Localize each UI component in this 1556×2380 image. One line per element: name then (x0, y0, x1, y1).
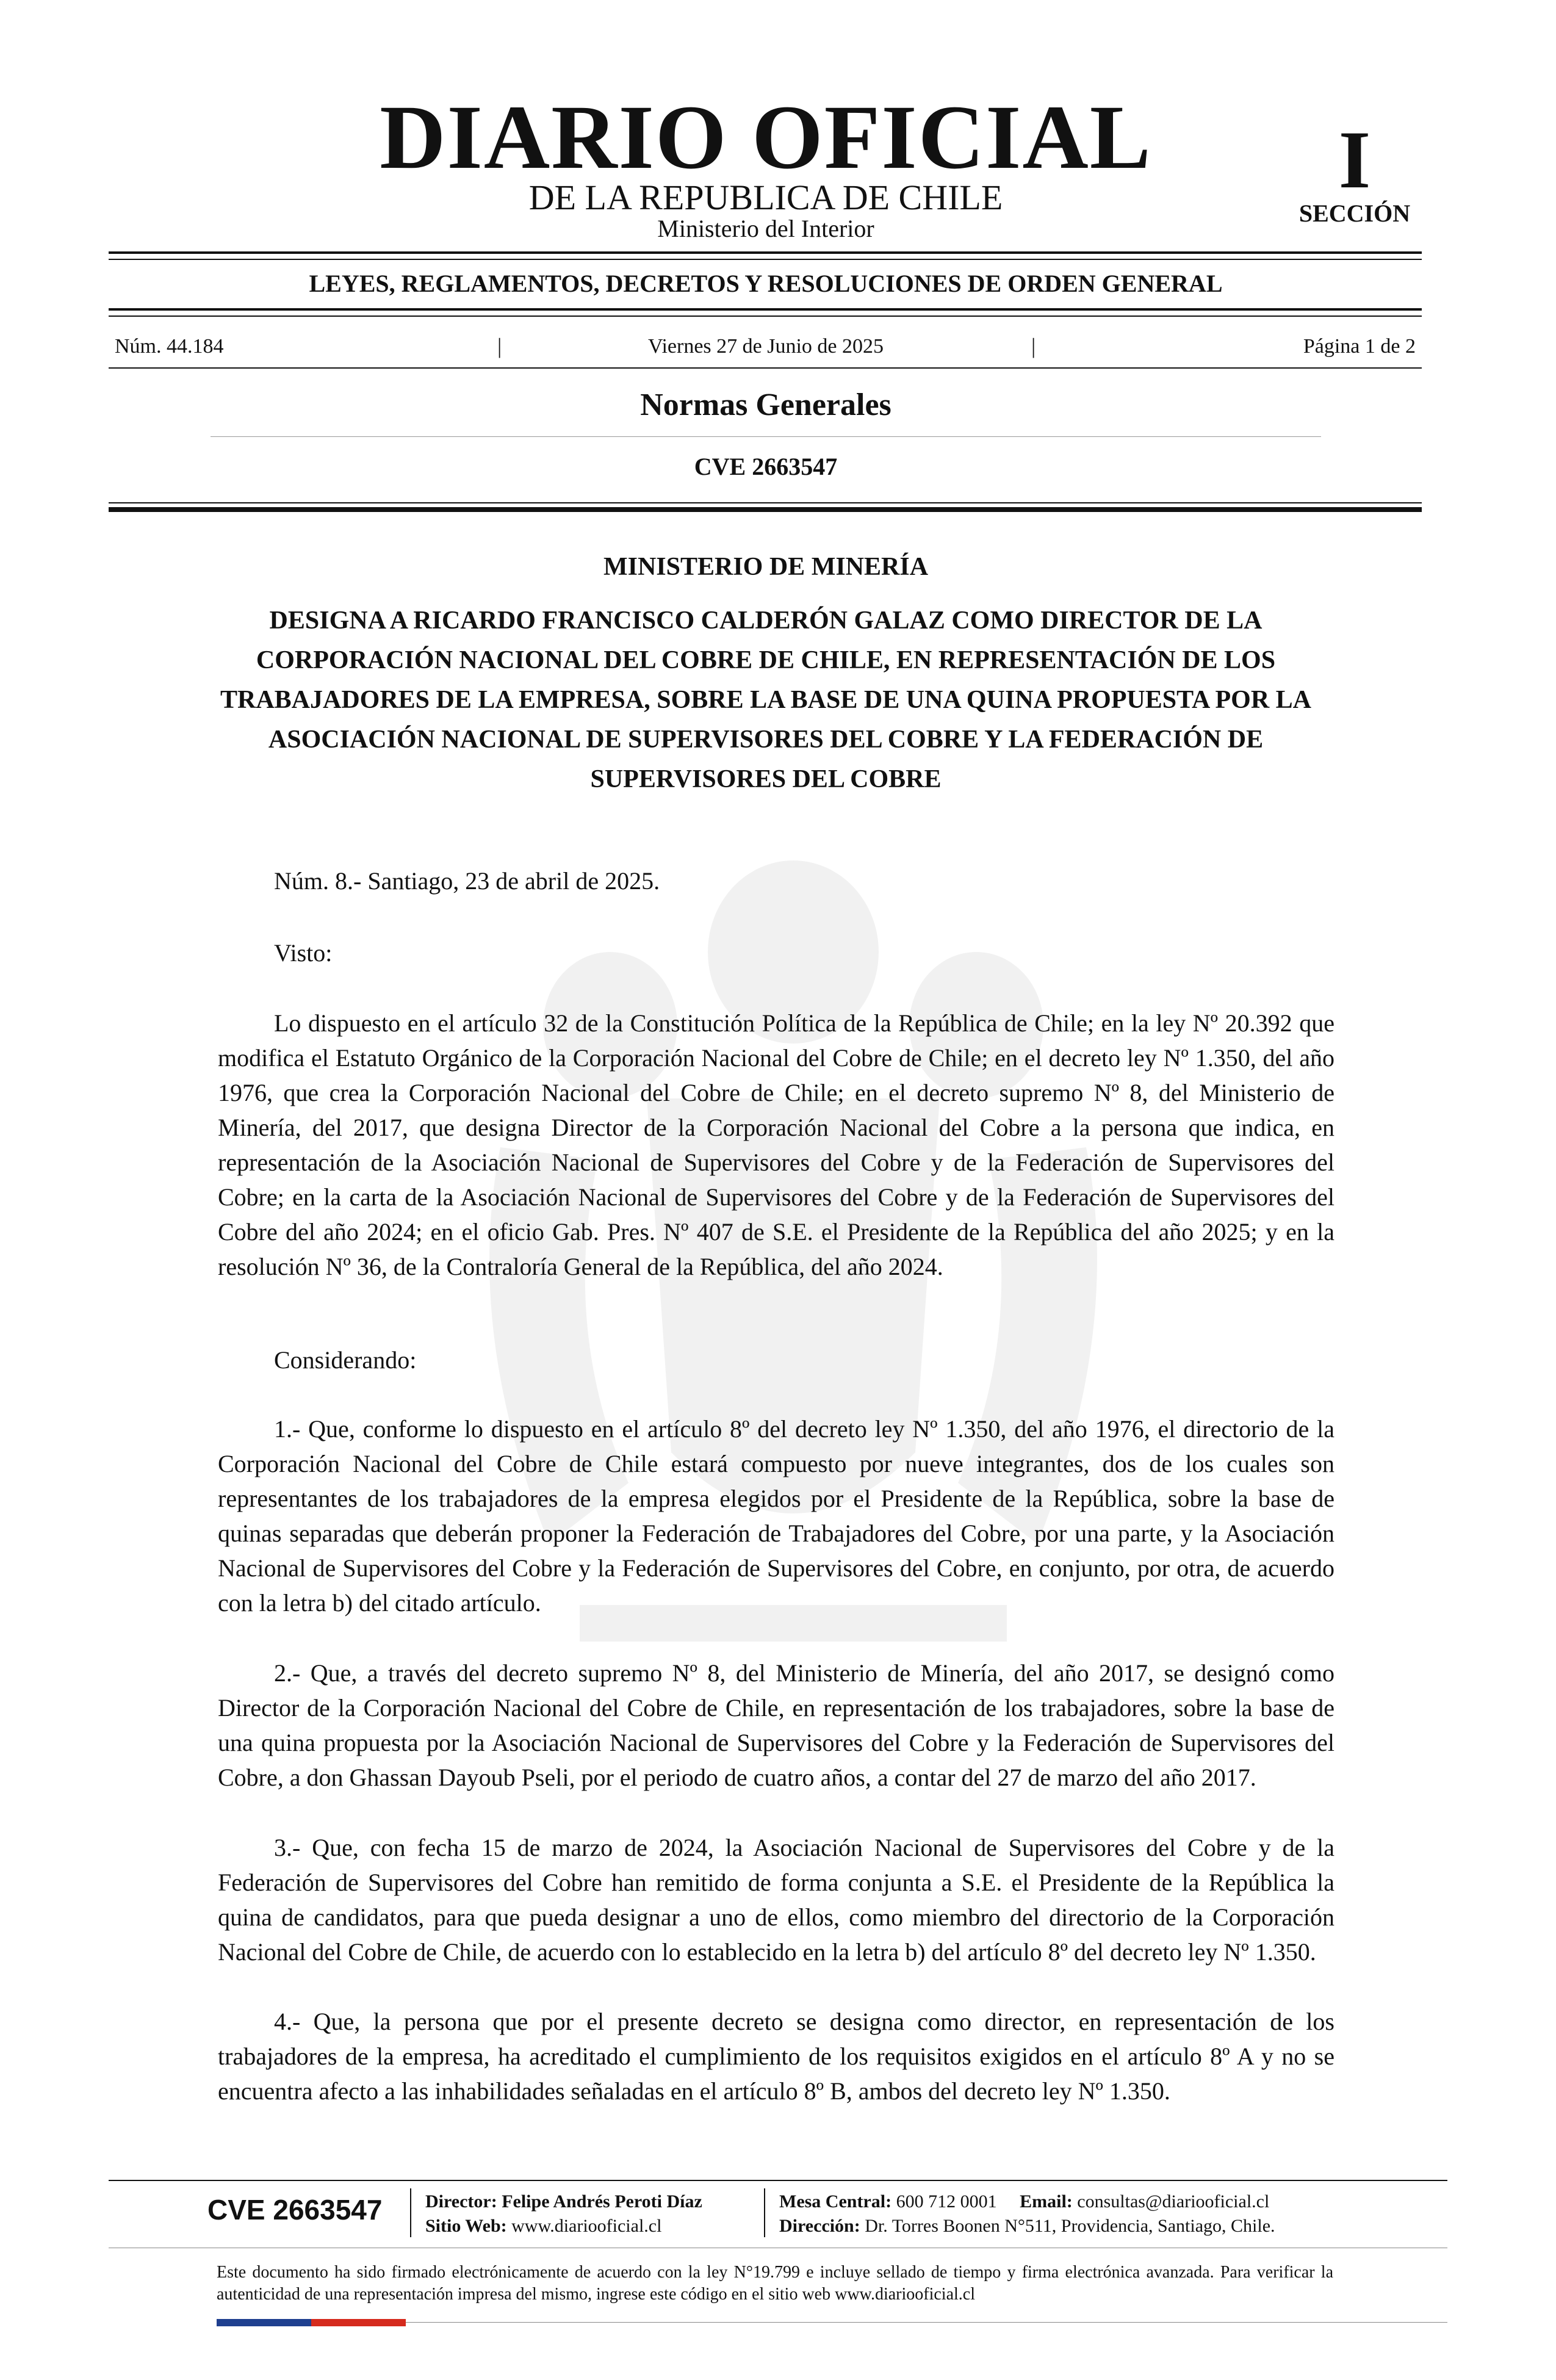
masthead-subtitle: DE LA REPUBLICA DE CHILE (528, 178, 1003, 217)
website-link[interactable]: www.diariooficial.cl (511, 2216, 662, 2236)
footer-vertical-divider (410, 2188, 411, 2237)
visto-paragraph: Lo dispuesto en el artículo 32 de la Constitución Política de la República de Chile; en la ley Nº 20.392 que modifica el Estatuto Orgánico de la Corporación Nacional del Cobre de Chile; en el decreto ley Nº 1.350, del año 1976, que crea la Corporación Nacional del Cobre de Chile; en el decreto supremo Nº 8, del Ministerio de Minería, del 2017, que designa Director de la Corporación Nacional del Cobre a la persona que indica, en representación de la Asociación Nacional de Supervisores del Cobre y de la Federación de Supervisores del Cobre; en la carta de la Asociación Nacional de Supervisores del Cobre y de la Federación de Supervisores del Cobre del año 2024; en el oficio Gab. Pres. Nº 407 de S.E. el Presidente de la República del año 2025; y en la resolución Nº 36, de la Contraloría General de la República, del año 2024. (218, 1009, 1334, 1280)
page-indicator: Página 1 de 2 (1303, 335, 1416, 358)
masthead-ministry: Ministerio del Interior (657, 215, 874, 242)
issuing-ministry: MINISTERIO DE MINERÍA (603, 553, 929, 581)
address-label: Dirección: (779, 2216, 860, 2236)
visto-label: Visto: (274, 939, 333, 967)
section-number: I (1338, 115, 1371, 206)
flag-stripe-red (311, 2319, 406, 2326)
footer-contact (779, 2190, 1269, 2214)
director-label: Director: (425, 2191, 497, 2212)
category-divider-thin (109, 316, 1422, 317)
issue-separator: | (1031, 334, 1036, 358)
coat-of-arms-icon (427, 842, 1159, 1758)
considerando-label: Considerando: (274, 1346, 417, 1374)
address-text: Dr. Torres Boonen N°511, Providencia, Santiago, Chile. (865, 2216, 1275, 2236)
footer-bottom-divider (406, 2322, 1447, 2323)
issue-date: Viernes 27 de Junio de 2025 (647, 335, 884, 358)
footer-address (779, 2214, 1275, 2238)
section-heading-underline (211, 436, 1321, 437)
header-bottom-divider-thick (109, 507, 1422, 512)
decree-number-line: Núm. 8.- Santiago, 23 de abril de 2025. (274, 867, 660, 895)
cve-code: CVE 2663547 (694, 453, 838, 480)
issue-divider (109, 367, 1422, 369)
masthead-divider (109, 251, 1422, 254)
email-link[interactable]: consultas@diariooficial.cl (1077, 2191, 1270, 2212)
signature-notice: Este documento ha sido firmado electrónicamente de acuerdo con la ley N°19.799 e incluye sellado de tiempo y firma electrónica avanzada. Para verificar la autenticidad de una representación impresa del mismo, ingrese este código en el sitio web www.diariooficial.cl (217, 2263, 1333, 2304)
masthead-divider-thin (109, 259, 1422, 260)
phone-label: Mesa Central: (779, 2191, 892, 2212)
footer-cve-code: CVE 2663547 (207, 2194, 383, 2226)
considerando-paragraph: 3.- Que, con fecha 15 de marzo de 2024, la Asociación Nacional de Supervisores del Cobre y de la Federación de Supervisores del Cobre han remitido de forma conjunta a S.E. el Presidente de la República la quina de candidatos, para que pueda designar a uno de ellos, como miembro del directorio de la Corporación Nacional del Cobre de Chile, de acuerdo con lo establecido en la letra b) del artículo 8º del decreto ley Nº 1.350. (218, 1834, 1334, 1966)
director-name: Felipe Andrés Peroti Díaz (502, 2191, 702, 2212)
footer-director (425, 2190, 702, 2214)
considerando-paragraph: 4.- Que, la persona que por el presente decreto se designa como director, en representación de los trabajadores de la empresa, ha acreditado el cumplimiento de los requisitos exigidos en el artículo 8º A y no se encuentra afecto a las inhabilidades señaladas en el artículo 8º B, ambos del decreto ley Nº 1.350. (218, 2008, 1334, 2105)
header-bottom-divider (109, 502, 1422, 503)
email-label: Email: (1020, 2191, 1073, 2212)
section-label: SECCIÓN (1298, 200, 1411, 227)
category-divider (109, 308, 1422, 311)
footer-divider (109, 2180, 1447, 2181)
issue-number: Núm. 44.184 (115, 335, 224, 358)
masthead-title: DIARIO OFICIAL (380, 87, 1152, 188)
document-title: DESIGNA A RICARDO FRANCISCO CALDERÓN GALAZ COMO DIRECTOR DE LA CORPORACIÓN NACIONAL DEL COBRE DE CHILE, EN REPRESENTACIÓN DE LOS TRABAJADORES DE LA EMPRESA, SOBRE LA BASE DE UNA QUINA PROPUESTA POR LA ASOCIACIÓN NACIONAL DE SUPERVISORES DEL COBRE Y LA FEDERACIÓN DE SUPERVISORES DEL COBRE (220, 607, 1312, 793)
website-label: Sitio Web: (425, 2216, 507, 2236)
considerando-paragraph: 1.- Que, conforme lo dispuesto en el artículo 8º del decreto ley Nº 1.350, del año 1976, el directorio de la Corporación Nacional del Cobre de Chile estará compuesto por nueve integrantes, dos de los cuales son representantes de los trabajadores de la empresa elegidos por el Presidente de la República, sobre la base de quinas separadas que deberán proponer la Federación de Trabajadores del Cobre, por una parte, y la Asociación Nacional de Supervisores del Cobre y la Federación de Supervisores del Cobre, en conjunto, por otra, de acuerdo con la letra b) del citado artículo. (218, 1415, 1334, 1617)
phone-number: 600 712 0001 (896, 2191, 997, 2212)
considerando-paragraph: 2.- Que, a través del decreto supremo Nº 8, del Ministerio de Minería, del año 2017, se designó como Director de la Corporación Nacional del Cobre de Chile, en representación de los trabajadores, sobre la base de una quina propuesta por la Asociación Nacional de Supervisores del Cobre y la Federación de Supervisores del Cobre, a don Ghassan Dayoub Pseli, por el periodo de cuatro años, a contar del 27 de marzo del año 2017. (218, 1659, 1334, 1791)
footer-website (425, 2214, 661, 2238)
issue-separator: | (497, 334, 502, 358)
section-heading: Normas Generales (640, 388, 891, 422)
category-heading: LEYES, REGLAMENTOS, DECRETOS Y RESOLUCIONES DE ORDEN GENERAL (309, 270, 1223, 297)
flag-stripe-blue (217, 2319, 311, 2326)
footer-vertical-divider (764, 2188, 765, 2237)
